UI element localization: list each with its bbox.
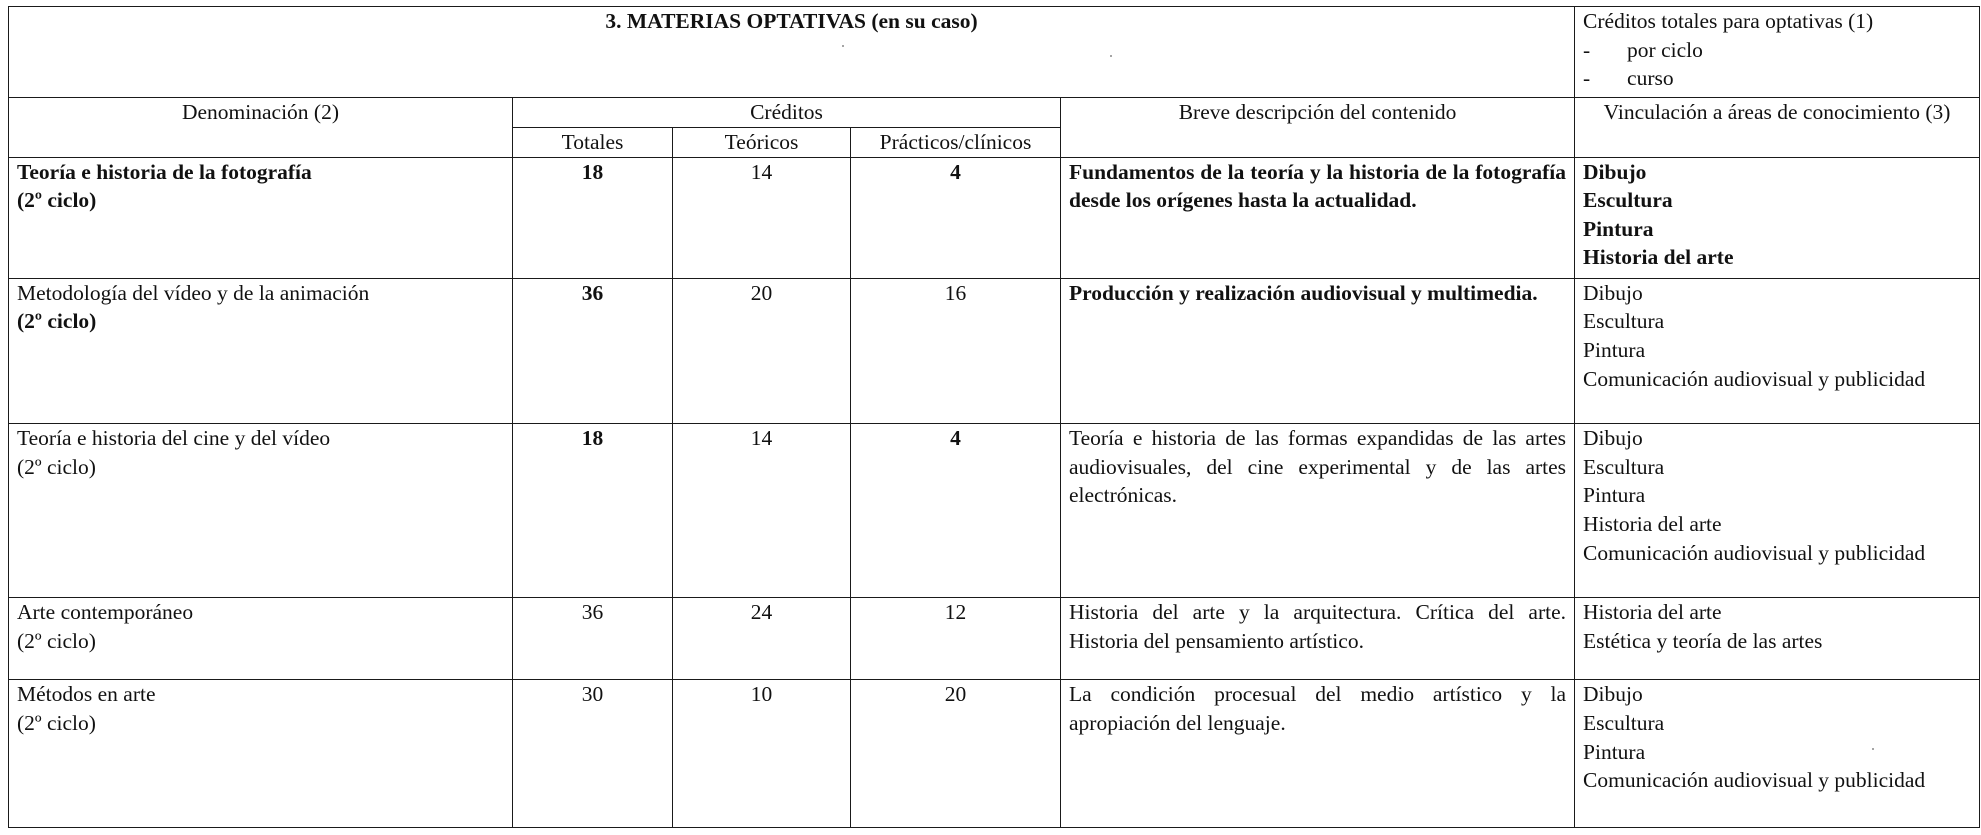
materia-name: Arte contemporáneo bbox=[17, 600, 194, 625]
creditos-practicos: 12 bbox=[851, 598, 1061, 680]
descripcion: Historia del arte y la arquitectura. Crítica del arte. Historia del pensamiento artístico. bbox=[1061, 598, 1575, 680]
area-item: Dibujo bbox=[1583, 426, 1643, 451]
col-teoricos: Teóricos bbox=[673, 127, 851, 157]
dash-icon: - bbox=[1583, 66, 1591, 91]
descripcion: Fundamentos de la teoría y la historia de la fotografía desde los orígenes hasta la actualidad. bbox=[1061, 157, 1575, 278]
creditos-teoricos: 14 bbox=[673, 424, 851, 598]
optativas-document bbox=[8, 6, 1979, 828]
col-practicos: Prácticos/clínicos bbox=[851, 127, 1061, 157]
creditos-totales: 18 bbox=[513, 157, 673, 278]
descripcion: Producción y realización audiovisual y multimedia. bbox=[1061, 278, 1575, 423]
creditos-totales: 36 bbox=[513, 598, 673, 680]
creditos-practicos: 16 bbox=[851, 278, 1061, 423]
col-denominacion: Denominación (2) bbox=[9, 97, 513, 157]
materia-name: Metodología del vídeo y de la animación bbox=[17, 280, 370, 305]
creditos-totales: 36 bbox=[513, 278, 673, 423]
creditos-practicos: 4 bbox=[851, 424, 1061, 598]
creditos-teoricos: 20 bbox=[673, 278, 851, 423]
materia-cell bbox=[9, 157, 513, 278]
header-row-1 bbox=[9, 97, 1980, 127]
materia-name: Métodos en arte bbox=[17, 682, 156, 707]
area-item: Pintura bbox=[1583, 739, 1646, 764]
materia-ciclo: (2º ciclo) bbox=[17, 628, 96, 653]
area-item: Comunicación audiovisual y publicidad bbox=[1583, 540, 1926, 565]
col-vinculacion: Vinculación a áreas de conocimiento (3) bbox=[1575, 97, 1980, 157]
creditos-totales: 30 bbox=[513, 680, 673, 828]
table-row bbox=[9, 157, 1980, 278]
creditos-practicos: 4 bbox=[851, 157, 1061, 278]
creditos-totales-label: Créditos totales para optativas (1) bbox=[1583, 9, 1874, 33]
table-title: 3. MATERIAS OPTATIVAS (en su caso) bbox=[9, 7, 1575, 98]
materia-ciclo: (2º ciclo) bbox=[17, 454, 96, 479]
materia-name: Teoría e historia del cine y del vídeo bbox=[17, 426, 331, 451]
area-item: Escultura bbox=[1583, 309, 1665, 334]
area-item: Escultura bbox=[1583, 711, 1665, 736]
creditos-practicos: 20 bbox=[851, 680, 1061, 828]
bullet-label: curso bbox=[1627, 66, 1674, 91]
area-item: Estética y teoría de las artes bbox=[1583, 628, 1823, 653]
optativas-table bbox=[8, 6, 1980, 828]
table-row bbox=[9, 598, 1980, 680]
area-item: Dibujo bbox=[1583, 159, 1647, 184]
table-row bbox=[9, 680, 1980, 828]
area-item: Comunicación audiovisual y publicidad bbox=[1583, 366, 1926, 391]
title-row bbox=[9, 7, 1980, 98]
scan-speck bbox=[842, 45, 844, 47]
materia-cell bbox=[9, 424, 513, 598]
area-item: Historia del arte bbox=[1583, 245, 1734, 270]
areas-list bbox=[1575, 278, 1980, 423]
creditos-totales-box bbox=[1575, 7, 1980, 98]
creditos-teoricos: 10 bbox=[673, 680, 851, 828]
materia-cell bbox=[9, 680, 513, 828]
descripcion: Teoría e historia de las formas expandidas de las artes audiovisuales, del cine experimental y de las artes electrónicas. bbox=[1061, 424, 1575, 598]
descripcion: La condición procesual del medio artístico y la apropiación del lenguaje. bbox=[1061, 680, 1575, 828]
materia-name: Teoría e historia de la fotografía bbox=[17, 159, 312, 184]
creditos-teoricos: 14 bbox=[673, 157, 851, 278]
area-item: Historia del arte bbox=[1583, 511, 1722, 536]
creditos-teoricos: 24 bbox=[673, 598, 851, 680]
col-creditos: Créditos bbox=[513, 97, 1061, 127]
table-row bbox=[9, 424, 1980, 598]
area-item: Pintura bbox=[1583, 216, 1654, 241]
area-item: Dibujo bbox=[1583, 280, 1643, 305]
area-item: Dibujo bbox=[1583, 682, 1643, 707]
materia-cell bbox=[9, 598, 513, 680]
scan-speck bbox=[1110, 55, 1112, 57]
creditos-totales: 18 bbox=[513, 424, 673, 598]
area-item: Historia del arte bbox=[1583, 600, 1722, 625]
materia-cell bbox=[9, 278, 513, 423]
bullet-curso bbox=[1583, 64, 1971, 93]
col-totales: Totales bbox=[513, 127, 673, 157]
table-row bbox=[9, 278, 1980, 423]
dash-icon: - bbox=[1583, 37, 1591, 62]
area-item: Comunicación audiovisual y publicidad bbox=[1583, 768, 1926, 793]
col-descripcion: Breve descripción del contenido bbox=[1061, 97, 1575, 157]
area-item: Pintura bbox=[1583, 483, 1646, 508]
area-item: Pintura bbox=[1583, 337, 1646, 362]
bullet-label: por ciclo bbox=[1627, 37, 1703, 62]
areas-list bbox=[1575, 424, 1980, 598]
scan-speck bbox=[1872, 748, 1874, 750]
materia-ciclo: (2º ciclo) bbox=[17, 711, 96, 736]
area-item: Escultura bbox=[1583, 454, 1665, 479]
area-item: Escultura bbox=[1583, 188, 1673, 213]
areas-list bbox=[1575, 157, 1980, 278]
areas-list bbox=[1575, 680, 1980, 828]
areas-list bbox=[1575, 598, 1980, 680]
materia-ciclo: (2º ciclo) bbox=[17, 309, 97, 334]
materia-ciclo: (2º ciclo) bbox=[17, 188, 97, 213]
bullet-por-ciclo bbox=[1583, 36, 1971, 65]
